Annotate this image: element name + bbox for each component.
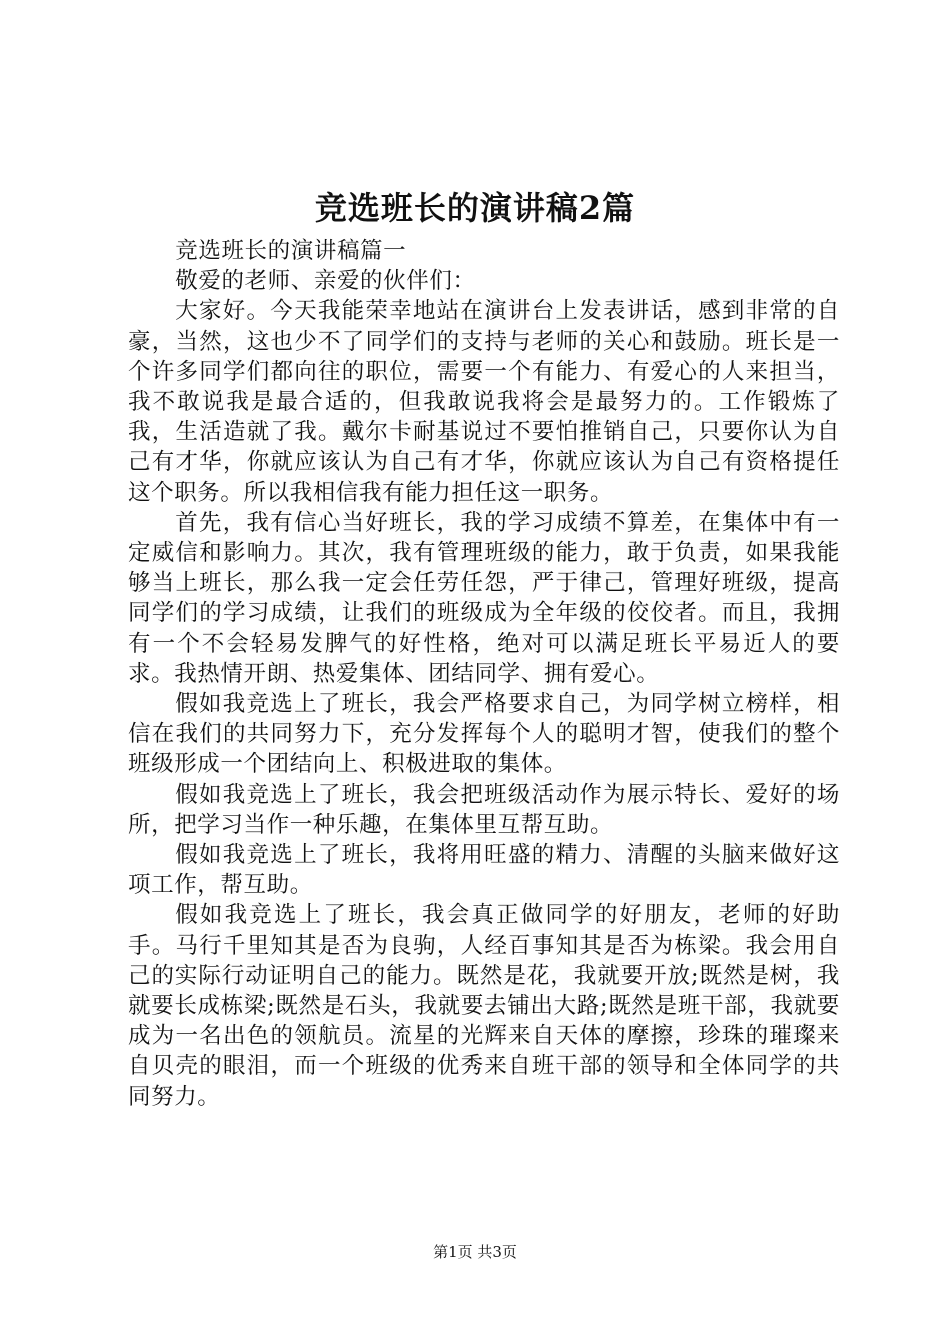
page-footer: 第1页 共3页 [433,1243,517,1261]
paragraph: 竞选班长的演讲稿篇一 [175,238,407,264]
document-body [128,236,840,1112]
paragraph: 假如我竞选上了班长，我会严格要求自己，为同学树立榜样，相信在我们的共同努力下，充分发挥每个人的聪明才智，使我们的整个班级形成一个团结向上、积极进取的集体。 [128,691,840,778]
paragraph: 假如我竞选上了班长，我会真正做同学的好朋友，老师的好助手。马行千里知其是否为良驹，人经百事知其是否为栋梁。我会用自己的实际行动证明自己的能力。既然是花，我就要开放;既然是树，我就要长成栋梁;既然是石头，我就要去铺出大路;既然是班干部，我就要成为一名出色的领航员。流星的光辉来自天体的摩擦，珍珠的璀璨来自贝壳的眼泪，而一个班级的优秀来自班干部的领导和全体同学的共同努力。 [128,902,840,1110]
paragraph: 大家好。今天我能荣幸地站在演讲台上发表讲话，感到非常的自豪，当然，这也少不了同学们的支持与老师的关心和鼓励。班长是一个许多同学们都向往的职位，需要一个有能力、有爱心的人来担当，我不敢说我是最合适的，但我敢说我将会是最努力的。工作锻炼了我，生活造就了我。戴尔卡耐基说过不要怕推销自己，只要你认为自己有才华，你就应该认为自己有才华，你就应该认为自己有资格提任这个职务。所以我相信我有能力担任这一职务。 [128,298,840,506]
paragraph: 敬爱的老师、亲爱的伙伴们： [175,268,476,295]
paragraph: 假如我竞选上了班长，我将用旺盛的精力、清醒的头脑来做好这项工作，帮互助。 [128,842,840,899]
paragraph: 假如我竞选上了班长，我会把班级活动作为展示特长、爱好的场所，把学习当作一种乐趣，在集体里互帮互助。 [128,781,840,838]
paragraph: 首先，我有信心当好班长，我的学习成绩不算差，在集体中有一定威信和影响力。其次，我有管理班级的能力，敢于负责，如果我能够当上班长，那么我一定会任劳任怨，严于律己，管理好班级，提高同学们的学习成绩，让我们的班级成为全年级的佼佼者。而且，我拥有一个不会轻易发脾气的好性格，绝对可以满足班长平易近人的要求。我热情开朗、热爱集体、团结同学、拥有爱心。 [128,509,840,687]
document-title: 竞选班长的演讲稿2篇 [314,189,636,227]
